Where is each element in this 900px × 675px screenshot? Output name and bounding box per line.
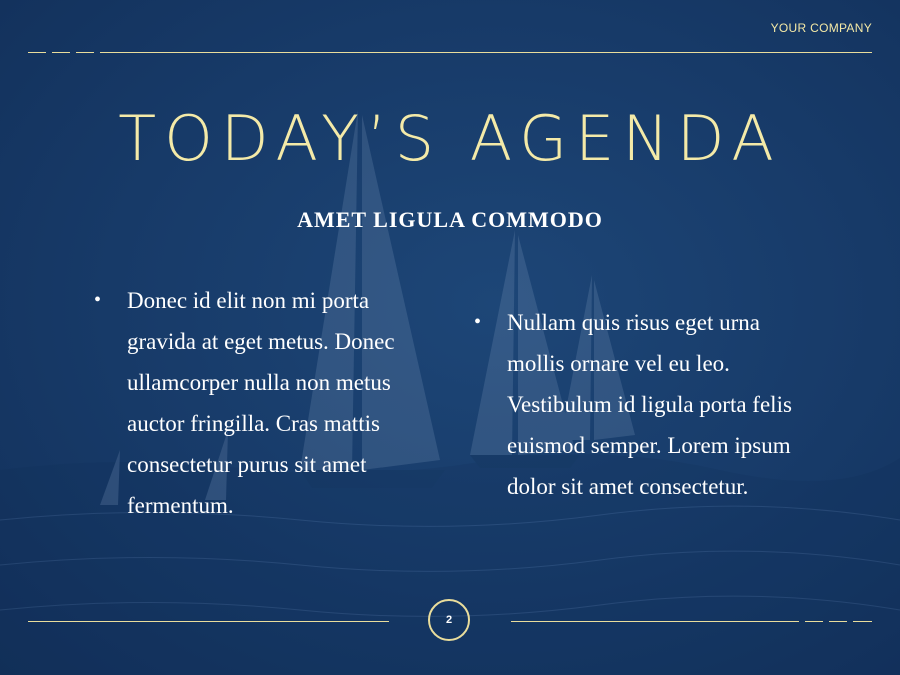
company-name: YOUR COMPANY <box>770 21 872 35</box>
slide-title: TODAY’S AGENDA <box>118 102 782 175</box>
bullet-text-right: Nullam quis risus eget urna mollis ornare vel eu leo. Vestibulum id ligula porta felis euismod semper. Lorem ipsum dolor sit amet consectetur. <box>507 310 792 499</box>
bullet-marker: • <box>474 311 482 333</box>
bullet-marker: • <box>94 289 102 311</box>
bullet-text-left: Donec id elit non mi porta gravida at eget metus. Donec ullamcorper nulla non metus auctor fringilla. Cras mattis consectetur purus sit amet fermentum. <box>127 288 395 518</box>
bullet-item-right <box>474 302 819 507</box>
slide-subtitle: AMET LIGULA COMMODO <box>297 207 603 232</box>
page-number: 2 <box>428 599 470 641</box>
bullet-item-left <box>94 280 439 526</box>
